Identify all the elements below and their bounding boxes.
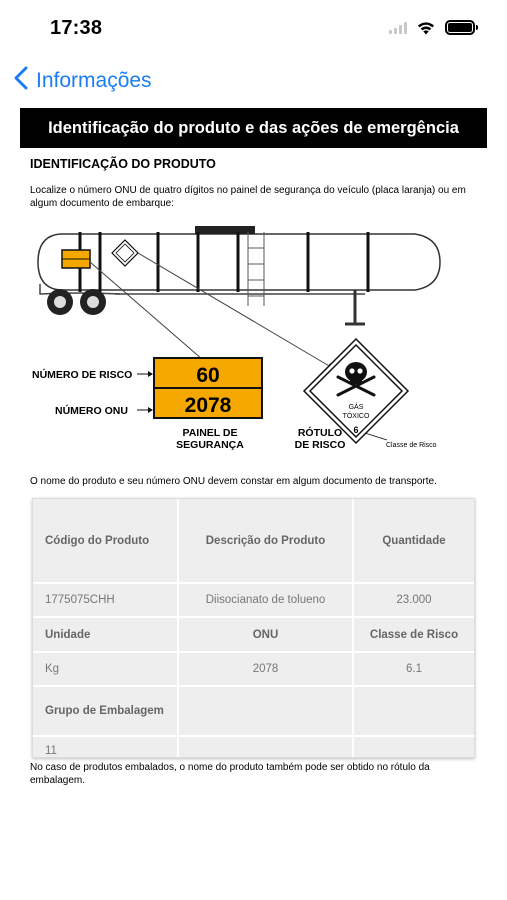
table-cell: 23.000 (353, 583, 474, 617)
table-cell (353, 736, 474, 758)
packaged-paragraph: No caso de produtos embalados, o nome do produto também pode ser obtido no rótulo da embalagem. (30, 762, 430, 786)
diamond-class: 6 (353, 425, 359, 435)
section-title: IDENTIFICAÇÃO DO PRODUTO (30, 157, 216, 171)
tank-truck-icon (38, 226, 440, 324)
back-button[interactable] (14, 66, 152, 96)
status-bar (0, 0, 507, 56)
table-header-cell: Código do Produto (33, 499, 178, 583)
table-row (33, 617, 474, 652)
wifi-icon (417, 21, 435, 35)
product-table (32, 498, 475, 758)
table-cell: 11 (33, 736, 178, 758)
table-row (33, 736, 474, 758)
table-cell: 2078 (178, 652, 353, 686)
table-cell: 1775075CHH (33, 583, 178, 617)
battery-icon (445, 20, 475, 35)
page-title-bar (20, 108, 487, 148)
page-title: Identificação do produto e das ações de emergência (48, 118, 459, 137)
table-row (33, 652, 474, 686)
info-content (20, 108, 487, 758)
label-caption-2: DE RISCO (294, 439, 346, 451)
table-header-cell: Quantidade (353, 499, 474, 583)
diamond-text-1: GÁS (348, 404, 364, 411)
cellular-signal-icon (389, 22, 407, 34)
table-header-cell: ONU (178, 617, 353, 652)
onu-number-label: NÚMERO ONU (55, 405, 128, 417)
diamond-text-2: TÓXICO (342, 413, 370, 420)
tanker-illustration (20, 214, 487, 464)
table-cell: 6.1 (353, 652, 474, 686)
table-header-cell: Descrição do Produto (178, 499, 353, 583)
table-row (33, 686, 474, 736)
table-header-cell: Grupo de Embalagem (33, 686, 178, 736)
table-row (33, 499, 474, 583)
table-header-cell: Classe de Risco (353, 617, 474, 652)
panel-onu-number: 2078 (184, 394, 232, 417)
panel-caption-1: PAINEL DE (182, 427, 238, 439)
safety-panel (154, 358, 262, 418)
class-label: Classe de Risco (386, 442, 437, 449)
status-icons (389, 20, 475, 35)
chevron-left-icon (14, 66, 28, 96)
status-time: 17:38 (50, 17, 103, 39)
panel-caption-2: SEGURANÇA (176, 439, 244, 451)
table-cell: Kg (33, 652, 178, 686)
label-caption-1: RÓTULO (297, 427, 343, 439)
transport-paragraph: O nome do produto e seu número ONU devem constar em algum documento de transporte. (30, 476, 437, 487)
table-cell (178, 736, 353, 758)
risk-number-label: NÚMERO DE RISCO (32, 369, 133, 381)
table-header-cell (353, 686, 474, 736)
tanker-diagram (20, 214, 487, 464)
table-row (33, 583, 474, 617)
locate-paragraph: Localize o número ONU de quatro dígitos no painel de segurança do veículo (placa laranja) ou em algum documento de embarque: (30, 185, 466, 209)
table-cell: Diisocianato de tolueno (178, 583, 353, 617)
back-label: Informações (36, 69, 152, 92)
table-header-cell (178, 686, 353, 736)
table-header-cell: Unidade (33, 617, 178, 652)
panel-risk-number: 60 (196, 364, 220, 387)
